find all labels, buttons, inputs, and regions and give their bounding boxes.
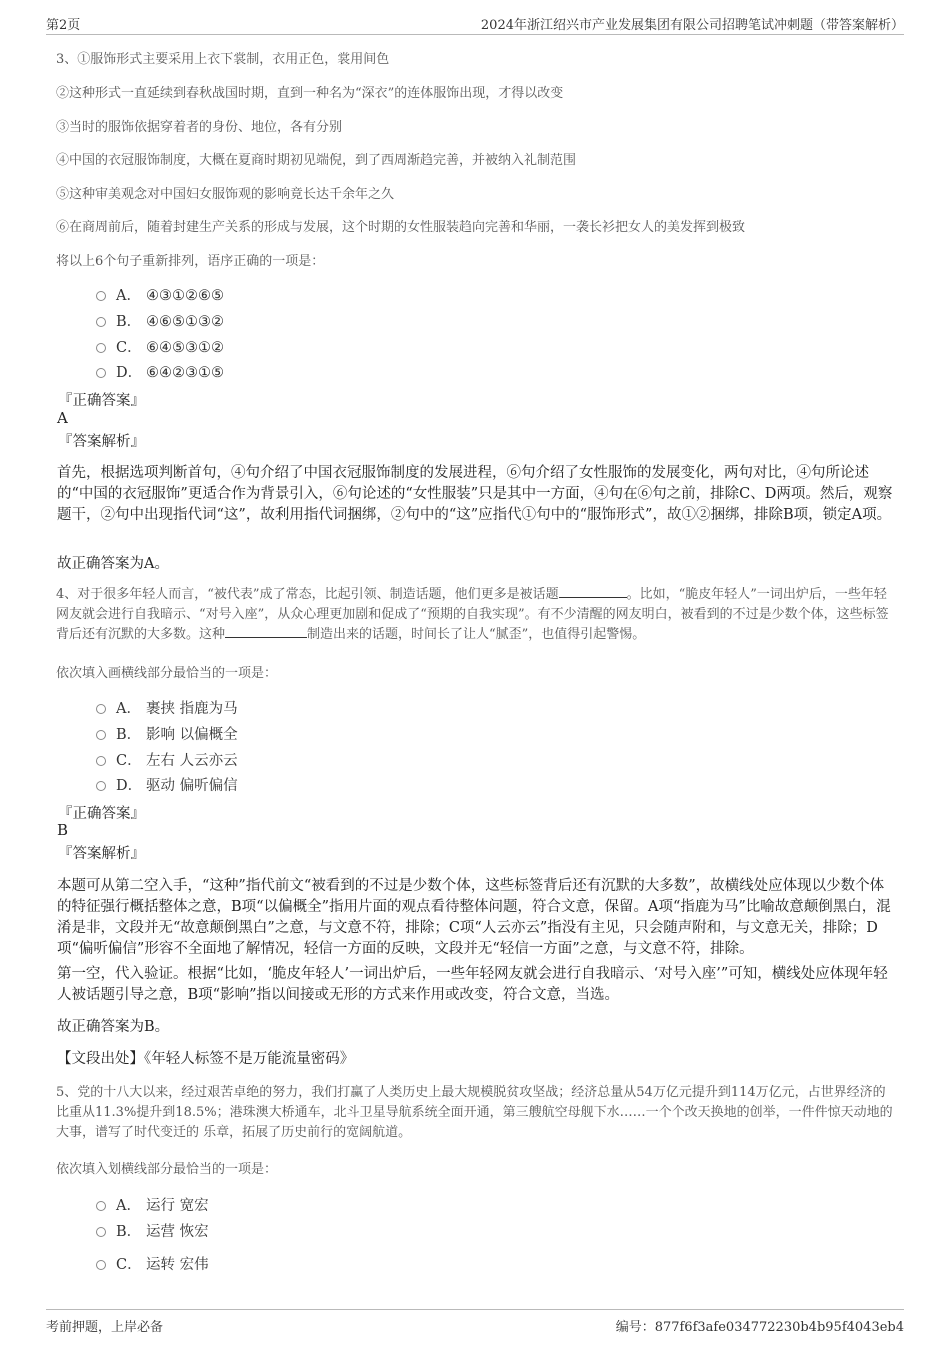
q5-stem: 5、党的十八大以来，经过艰苦卓绝的努力，我们打赢了人类历史上最大规模脱贫攻坚战；经济总量从54万亿元提升到114万亿元，占世界经济的比重从11.3%提升到18.5%；港珠澳大桥通车，北斗卫星导航系统全面开通，第三艘航空母舰下水……一个个改天换地的创举，一件件惊天动地的大事，谱写了时代变迁的 乐章，拓展了历史前行的宽阔航道。 xyxy=(56,1085,893,1140)
q4-answer: B xyxy=(57,821,69,839)
q4-source: 【文段出处】《年轻人标签不是万能流量密码》 xyxy=(57,1051,355,1067)
q3-option-d[interactable]: D． ⑥④②③①⑤ xyxy=(96,361,224,382)
q4-analysis-1: 本题可从第二空入手，“这种”指代前文“被看到的不过是少数个体，这些标签背后还有沉默的大多数”，故横线处应体现以少数个体的特征强行概括整体之意，B项“以偏概全”指用片面的观点看待整体问题，符合文意，保留。A项“指鹿为马”比喻故意颠倒黑白，混淆是非，文段并无“故意颠倒黑白”之意，与文意不符，排除；C项“人云亦云”指没有主见，只会随声附和，与文意无关，排除；D项“偏听偏信”形容不全面地了解情况，轻信一方面的反映，文段并无“轻信一方面”之意，与文意不符，排除。 xyxy=(57,878,891,957)
q4-option-d[interactable]: D． 驱动 偏听偏信 xyxy=(96,774,238,795)
radio-icon[interactable] xyxy=(96,756,106,766)
footer-code: 编号：877f6f3afe034772230b4b95f4043eb4 xyxy=(615,1320,904,1335)
q4-prompt: 依次填入画横线部分最恰当的一项是： xyxy=(56,666,278,681)
q3-conclusion: 故正确答案为A。 xyxy=(57,556,169,572)
q3-option-a[interactable]: A． ④③①②⑥⑤ xyxy=(96,284,224,305)
q3-sentence-6: ⑥在商周前后，随着封建生产关系的形成与发展，这个时期的女性服装趋向完善和华丽，一袭长衫把女人的美发挥到极致 xyxy=(56,220,746,235)
q4-answer-label: 『正确答案』 xyxy=(58,806,145,822)
q4-option-b[interactable]: B． 影响 以偏概全 xyxy=(96,723,238,744)
radio-icon[interactable] xyxy=(96,704,106,714)
radio-icon[interactable] xyxy=(96,1260,106,1270)
q4-blank-2 xyxy=(225,625,307,638)
radio-icon[interactable] xyxy=(96,730,106,740)
q4-conclusion: 故正确答案为B。 xyxy=(57,1019,170,1035)
q5-option-a[interactable]: A． 运行 宽宏 xyxy=(96,1194,209,1215)
page-number: 第2页 xyxy=(46,18,81,33)
q4-option-a[interactable]: A． 裹挟 指鹿为马 xyxy=(96,697,238,718)
q3-prompt: 将以上6个句子重新排列，语序正确的一项是： xyxy=(56,254,325,269)
q5-prompt: 依次填入划横线部分最恰当的一项是： xyxy=(56,1162,278,1177)
q4-stem: 4、对于很多年轻人而言，“被代表”成了常态，比起引领、制造话题，他们更多是被话题 。比如，“脆皮年轻人”一词出炉后，一些年轻网友就会进行自我暗示、“对号入座”，从众心理更加剧和促成了“预期的自我实现”。有不少清醒的网友明白，被看到的不过是少数个体，这些标签背后还有沉默的大多数。这种 制造出来的话题，时间长了让人“腻歪”，也值得引起警惕。 xyxy=(56,587,889,642)
page-header xyxy=(46,14,904,35)
footer-slogan: 考前押题，上岸必备 xyxy=(46,1320,164,1335)
q3-sentence-1: 3、①服饰形式主要采用上衣下裳制，衣用正色，裳用间色 xyxy=(56,52,390,67)
radio-icon[interactable] xyxy=(96,291,106,301)
q3-sentence-2: ②这种形式一直延续到春秋战国时期，直到一种名为“深衣”的连体服饰出现，才得以改变 xyxy=(56,86,564,101)
q4-analysis-label: 『答案解析』 xyxy=(58,846,145,862)
radio-icon[interactable] xyxy=(96,368,106,378)
radio-icon[interactable] xyxy=(96,317,106,327)
q3-option-c[interactable]: C． ⑥④⑤③①② xyxy=(96,336,224,357)
q4-option-c[interactable]: C． 左右 人云亦云 xyxy=(96,749,238,770)
radio-icon[interactable] xyxy=(96,781,106,791)
radio-icon[interactable] xyxy=(96,1201,106,1211)
q3-analysis-label: 『答案解析』 xyxy=(58,434,145,450)
document-title: 2024年浙江绍兴市产业发展集团有限公司招聘笔试冲刺题（带答案解析） xyxy=(480,18,904,33)
q3-sentence-4: ④中国的衣冠服饰制度，大概在夏商时期初见端倪，到了西周渐趋完善，并被纳入礼制范围 xyxy=(56,153,577,168)
q3-analysis: 首先，根据选项判断首句，④句介绍了中国衣冠服饰制度的发展进程，⑥句介绍了女性服饰的发展变化，两句对比，④句所论述的“中国的衣冠服饰”更适合作为背景引入，⑥句论述的“女性服装”只是其中一方面，④句在⑥句之前，排除C、D两项。然后，观察题干，②句中出现指代词“这”，故利用指代词捆绑，②句中的“这”应指代①句中的“服饰形式”，故①②捆绑，排除B项，锁定A项。 xyxy=(57,465,893,523)
q3-option-b[interactable]: B． ④⑥⑤①③② xyxy=(96,310,224,331)
q4-blank-1 xyxy=(559,585,627,598)
q4-analysis-2: 第一空，代入验证。根据“比如，‘脆皮年轻人’一词出炉后，一些年轻网友就会进行自我暗示、‘对号入座’”可知，横线处应体现年轻人被话题引导之意，B项“影响”指以间接或无形的方式来作用或改变，符合文意，当选。 xyxy=(57,966,888,1003)
q3-answer-label: 『正确答案』 xyxy=(58,393,145,409)
q3-answer: A xyxy=(57,409,68,427)
q5-option-c[interactable]: C． 运转 宏伟 xyxy=(96,1253,209,1274)
q3-sentence-3: ③当时的服饰依据穿着者的身份、地位，各有分别 xyxy=(56,120,343,135)
radio-icon[interactable] xyxy=(96,1227,106,1237)
radio-icon[interactable] xyxy=(96,343,106,353)
page-footer xyxy=(46,1309,904,1336)
q5-option-b[interactable]: B． 运营 恢宏 xyxy=(96,1220,209,1241)
q3-sentence-5: ⑤这种审美观念对中国妇女服饰观的影响竟长达千余年之久 xyxy=(56,187,395,202)
